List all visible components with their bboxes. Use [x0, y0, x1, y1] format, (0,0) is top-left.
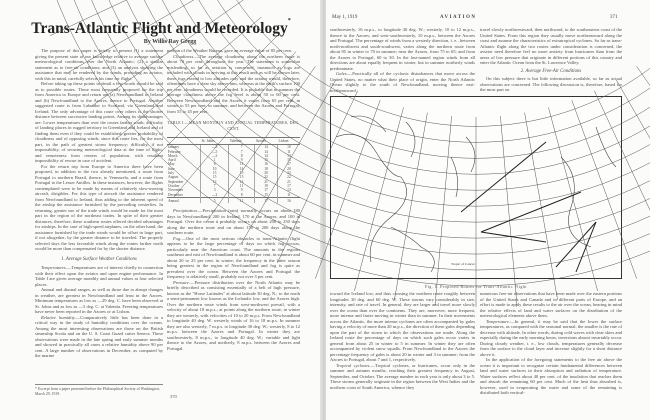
footnote: * Excerpt from a paper presented before the Philosophical Society of Washington, March 29, 1919.	[35, 384, 163, 396]
table-row	[167, 197, 300, 203]
map-graticule	[331, 97, 620, 277]
section-heading: 2. Average Free-Air Conditions	[520, 68, 582, 74]
meridian-line	[394, 113, 427, 300]
table-cell: 18	[255, 167, 278, 171]
table-cell: 9	[229, 158, 255, 162]
table-cell: July	[168, 171, 174, 176]
table-cell: 10	[201, 167, 229, 171]
table-cell: 13	[277, 154, 300, 158]
paragraph: Gales.—Practically all of the cyclonic disturbances that move across the United States, no matter what their place of origin, enter the North Atlantic Ocean slightly to the south of Newfoundland, moving thence east-northeastward	[330, 71, 475, 93]
table-cell: 11	[277, 150, 300, 154]
header-page-number: 371	[610, 15, 618, 20]
table-cell: March	[168, 153, 178, 158]
header-date: May 1, 1919	[332, 15, 358, 20]
table-cell: 8	[229, 154, 255, 158]
table-cell: 14	[255, 154, 278, 158]
table-cell: 10	[277, 145, 300, 150]
paragraph: toward the Iceland low, and thus crossing the northern route roughly between longitudes 30 deg. and 60 deg. W. These storms vary considerably in size, intensity, and rate of travel. In general, they are larger and travel more slowly over the ocean than over the continents. They are, moreover, more frequent, more intense and faster moving in winter than in summer. In their movements across the Atlantic, the more intense cyclones are often accompanied by gales having a velocity of more than 20 m.p.s., the direction of these gales depending upon the part of the storm in which the observations are made. Along the Ireland route the percentage of days on which such gales occur varies in general from about 25 in winter to 5 in summer. In winter they are often accompanied by violent snow squalls. From Newfoundland to the Azores the percentage frequency of gales is about 20 in winter and 3 in summer; from the Azores to Portugal, about 7 and 1, respectively.	[330, 291, 475, 362]
table-cell: 16	[277, 197, 300, 203]
page-number: 370	[170, 394, 177, 399]
table-cell: 7	[201, 184, 229, 188]
table-cell: —2	[201, 193, 229, 198]
table-header: Valentia	[229, 138, 255, 145]
paragraph: Temperatures.—Temperatures are of interest chiefly in connection with their effect upon the aviator and upon engine performance. In Table I are given average monthly and annual values at four selected places.	[35, 265, 163, 287]
table-cell: September	[168, 179, 184, 184]
meridian-line	[354, 107, 403, 291]
table-cell: August	[168, 175, 179, 180]
paragraph: Precipitation.—Precipitation (rain) normally occurs on about 180 days in Newfoundland, 200 in Ireland, 170 at the Azores, and 100 in Portugal. Over the ocean it probably occurs on about 200 to 250 days along the northern route and on about 150 to 200 days along the southern route.	[167, 208, 300, 236]
figure-caption: Fig. 1. Proposed Routes for Trans-Atlantic Flight	[425, 284, 527, 289]
table-cell: October	[168, 183, 180, 188]
header-magazine: AVIATION	[440, 15, 477, 20]
table-cell: 21	[255, 180, 278, 184]
temperature-table	[167, 137, 300, 203]
table-cell: 14	[255, 150, 278, 154]
paragraph: Relative humidity.—Comparatively little has been done in a critical way in the study of humidity conditions over the oceans. Among the most interesting observations are those on the British steamship Scotia and on the U. S. Coast Guard cutter Seneca. These observations were made in the late spring and early summer months and showed in practically all cases a relative humidity above 90 per cent. A large number of observations in December, as computed by the marine	[35, 314, 163, 358]
table-cell: 9	[229, 188, 255, 192]
right-page-column-1-bottom	[330, 291, 475, 391]
table-cell: 14	[229, 180, 255, 184]
table-cell: 1	[201, 158, 229, 162]
table-cell: April	[168, 158, 176, 163]
table-cell: 5	[201, 197, 229, 203]
table-cell: January	[168, 145, 180, 150]
table-caption: TABLE I.—MEAN MONTHLY AND ANNUAL TEMPERATURES, DEG. CENT.	[167, 120, 300, 131]
paragraph: Pressure.—Pressure distribution over the North Atlantic may be briefly described as consisting essentially of a belt of high pressure, known as the "Horse Latitudes" at about latitude 30 deg. N.; to the north a semi-permanent low known as the Icelandic low, and the Azores high. Over the northern route winds from west-northwest prevail, with a velocity of about 18 m.p.s.; at points along the northern route, in winter they are westerly, with velocities of 10 to 20 m.p.s. From Newfoundland to longitude 40 deg. W. westerly winds of 16 to 18 m.p.s. In summer they are also westerly, 7 m.p.s. to longitude 30 deg. W.; westerly, 8 to 12 m.p.s. between the Azores and Portugal. In winter they are southwesterly, 8 m.p.s., to longitude 40 deg. W.; variable and light thence to the Azores, and northerly, 8 m.p.s. between the Azores and Portugal.	[167, 279, 300, 351]
paragraph: Tropical cyclones.—Tropical cyclones, or hurricanes, occur only in the summer and autumn months, reaching their greatest frequency in August, September, and October. The average number in each year is only about 3 to 5. These storms generally originate in the region between the West Indies and the northern coast of South America, whence they	[330, 362, 476, 390]
paragraph: In the application of the foregoing statements to the free air above the ocean it is important to recognize certain fundamental differences between land and water surfaces in their absorption and radiation of temperature. Water surfaces reflect about 40 per cent. of the insolation that reaches them and absorb the remaining 60 per cent. Much of the heat thus absorbed is, however, used in evaporating the water and some of the remaining is distributed both vertical-	[480, 357, 622, 395]
table-cell: 7	[229, 145, 255, 150]
paragraph: Cloudiness.—The average cloudiness along the northern route is about 70 per cent. throughout the year. The statement is somewhat misleading, so far as aviation is concerned, inasmuch as fogs are included with clouds in arriving at this result and, as will be shown later, these fogs extend to low altitudes only and the aviator would, therefore, oftentimes have a clear sky above him, whereas at the earth's surface 100 per cent. cloudiness would be recorded. It is probable that in summer the average cloudiness above the fog level is about 50 to 60 per cent. Between Newfoundland and the Azores it varies from 65 per cent. in winter to 55 per cent. in summer, and between the Azores and Portugal, from 55 to 45 per cent.	[167, 53, 301, 114]
table-cell: 17	[255, 197, 278, 203]
table-header: Lisbon	[277, 138, 300, 145]
table-cell: 13	[277, 188, 300, 192]
table-cell: —5	[201, 150, 229, 154]
table-cell: 12	[201, 180, 229, 184]
right-page-column-2-bottom	[480, 291, 622, 395]
table-cell: 6	[201, 162, 229, 166]
right-page-column-2-top	[480, 27, 622, 93]
table-cell: 20	[255, 171, 278, 175]
table-cell: 7	[229, 150, 255, 154]
table-header: Azores	[255, 138, 278, 145]
section-heading: 1. Average Surface Weather Conditions	[61, 256, 137, 262]
table-cell: 22	[255, 175, 278, 179]
byline: By Willis Ray Gregg	[143, 39, 197, 45]
paragraph: Fog.—One of the most serious obstacles to trans-Atlantic flight appears to be the large percentage of days on which fog occurs, particularly near the American coast. The amounts in the regions southeast and east of Newfoundland is about 60 per cent. in summer and about 20 to 25 per cent. in winter; the frequency in the latter season being greatest in the region of Newfoundland and fog is quite as prevalent over the ocean. Between the Azores and Portugal the frequency is relatively small, probably not over 3 per cent.	[167, 235, 300, 280]
flight-routes	[461, 142, 596, 272]
meridian-line	[435, 116, 452, 305]
table-cell: 22	[277, 171, 300, 175]
table-cell: 8	[229, 193, 255, 198]
table-cell: November	[168, 188, 184, 193]
paragraph: numerous free-air observations that have been made over the eastern portions of the United States and Canada and in different parts of Europe, and an effort is made to apply these results to the air over the ocean, bearing in mind the relative effects of land and water surfaces on the distribution of the meteorological elements above them.	[480, 291, 622, 318]
table-cell: December	[168, 192, 183, 197]
route-line	[576, 222, 596, 272]
map-label: Tropic of Cancer	[451, 262, 475, 266]
table-cell: 11	[229, 184, 255, 188]
table-cell: 11	[277, 193, 300, 198]
table-cell: June	[168, 166, 175, 171]
left-page	[0, 0, 323, 420]
paragraph: travel slowly northwestward, then northward, to the southeastern coast of the United States. From this region they usually move northeastward along the coast and assume the characteristics of extratropical cyclones. So far as trans-Atlantic flight along the two routes under consideration is concerned, the aviator need therefore feel no more anxiety from hurricanes than from the areas of low pressure that originate in different portions of this country and enter the Atlantic Ocean from the St. Lawrence Valley.	[480, 27, 622, 65]
table-cell: 16	[255, 162, 278, 166]
table-cell: 14	[229, 167, 255, 171]
table-cell: Annual	[167, 197, 201, 203]
meridian-line	[525, 113, 558, 300]
paragraph: For the return trip from Europe to America there have been proposed, in addition to the two already mentioned, a route from Portugal to northern Brazil, thence, to Venezuela, and a route from Portugal to the Lesser Antilles. In these instances, however, the flights contemplated were to be made by means of relatively slow-moving aircraft, dirigibles. For this type of aircraft the assistance rendered from Newfoundland to Ireland, thus adding to the inherent speed of the airship the assistance furnished by the prevailing westerlies. In returning, greater use of the trade winds would be made for the most part in the region of the northeast trades. In spite of their greater distances, therefore, these southern routes offered decided advantages for airships. In the case of high-speed airplanes, on the other hand, the assistance furnished by the trade winds would be offset in large part, if not altogether, by the greater distance to be traveled. The properly selected days the less favorable winds along the routes farther north would be more than compensated for by the shorter distance.	[35, 163, 163, 251]
left-page-column-1	[35, 48, 163, 382]
table-cell: 17	[255, 188, 278, 192]
paragraph: On this subject there is but little information available, so far as actual observations are concerned. The following discussion is, therefore, based for the most part on	[480, 76, 622, 92]
table-cell: 15	[277, 158, 300, 162]
table-cell: 20	[277, 167, 300, 171]
paragraph: portion of the Weather Bureau, gave an average value of 85 per cent.	[167, 48, 293, 53]
table-cell: 15	[255, 193, 278, 198]
meridian-line	[500, 116, 517, 305]
article-title: Trans-Atlantic Flight and Meteorology*	[31, 18, 291, 37]
table-cell: 11	[229, 162, 255, 166]
table-cell: 3	[201, 188, 229, 192]
table-cell: 19	[255, 184, 278, 188]
table-cell: 15	[255, 158, 278, 162]
table-cell: 15	[229, 175, 255, 179]
paragraph: Annual and diurnal ranges, as well as those due to abrupt changes in weather, are greatest in Newfoundland and least in the Azores. Minimum temperatures as low as —29 deg. C. have been observed at St. Johns and as low as —5 deg. C. at Valentia. Freezing temperatures have never been reported in the Azores or at Lisbon.	[35, 287, 163, 314]
table-cell: 15	[201, 171, 229, 175]
table-cell: 14	[255, 145, 278, 150]
table-header: St. Johns	[201, 138, 229, 145]
table-cell: February	[168, 149, 181, 154]
table-cell: —5	[201, 145, 229, 150]
table-cell: —3	[201, 154, 229, 158]
left-page-column-2	[167, 48, 300, 390]
paragraph: The purpose of this paper is briefly to present (1) a statement giving the present state of our knowledge relative to average surface meteorological conditions over the North Atlantic; (2) a similar statement as to free-air conditions; and (3) an analysis showing the assistance that may be rendered by the winds, providing an aviator, with this in mind, carefully selects his time for flight.	[35, 48, 163, 81]
table-cell: 15	[229, 171, 255, 175]
route-map-figure	[330, 96, 622, 279]
right-page-column-1-top	[330, 27, 475, 93]
table-cell: May	[168, 162, 175, 167]
paragraph: Temperature.—In general, it may be said that the lower the surface temperatures, as compared with the seasonal normal, the smaller is the rate of decrease with altitude. In other words, during cold waves with clear skies and especially during the early morning hours, inversions almost invariably occur. During cloudy weather, i. e., low clouds, temperatures generally decrease from the surface to the cloud layer and increase slightly for a short distance above it.	[480, 318, 622, 357]
table-cell: 22	[277, 175, 300, 179]
paragraph: Before taking up these points in detail a few words should be said as to possible routes. Those most frequently proposed for the trip from America to Europe and return are (a) Newfoundland to Ireland and (b) Newfoundland to the Azores, thence to Portugal. Another suggested route is from Labrador to Scotland, via Greenland and Iceland. The only advantage of this route over others is the shorter distance between successive landing points. Among its disadvantages are: Lower temperatures than over the routes farther south; difficulty of landing places in rugged territory in Greenland and Iceland and of finding them even if they could be established; greater probability of cloudiness and of opposing winds, since this route lies, for the most part, in the path of greatest storm frequency; difficulty, if not impossibility, of securing meteorological data at the time of flight; and remoteness from centers of population, with resultant impossibility of rescue in case of accident.	[35, 81, 163, 163]
paragraph: southwesterly, 16 m.p.s., to longitude 40 deg. W.; westerly, 10 to 12 m.p.s., thence to the Azores; and west-southwesterly, 10 m.p.s., between the Azores and Portugal. The percentage of winds from a westerly direction, i. e., between north-northwest and south-southwest, varies along the northern route from about 85 in winter to 70 in summer; near the Azores, from 75 to 65; and from the Azores to Portugal, 60 to 30. In the last-named region winds from all directions are about equally frequent in winter, but in summer northerly winds predominate.	[330, 27, 475, 71]
route-line	[481, 192, 581, 232]
table-cell: 21	[277, 180, 300, 184]
table-cell: 17	[277, 184, 300, 188]
table-cell: 17	[277, 162, 300, 166]
table-cell: 11	[229, 197, 255, 203]
table-cell: 15	[201, 175, 229, 179]
